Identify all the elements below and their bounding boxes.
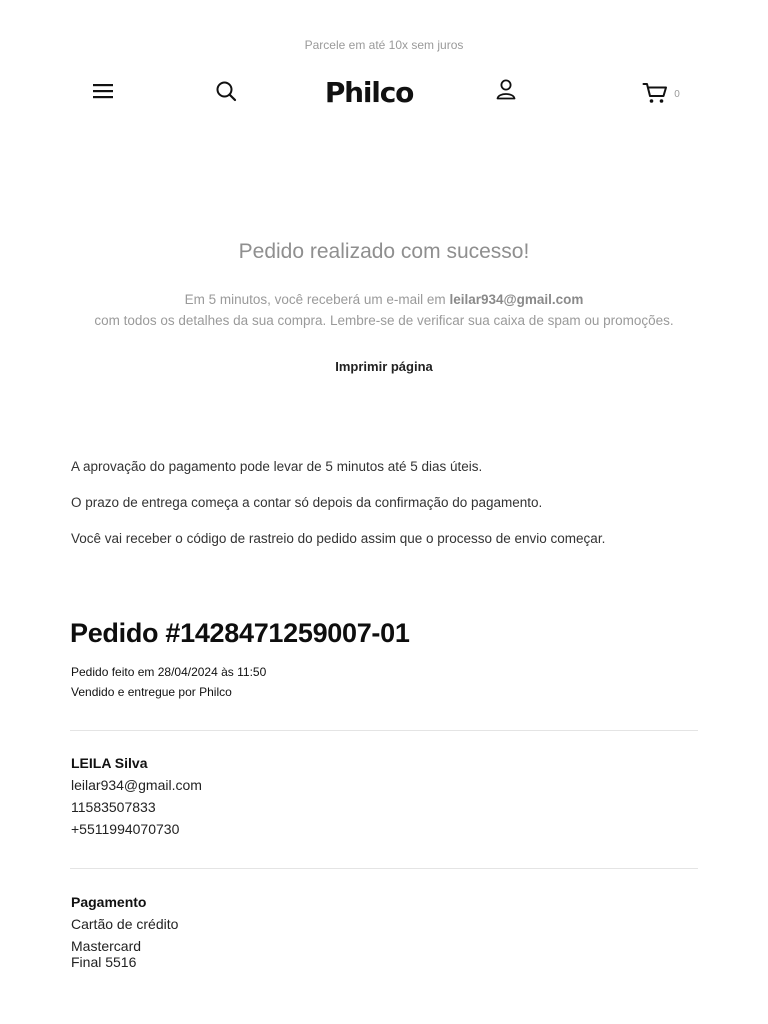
payment-method: Cartão de crédito <box>71 916 179 932</box>
user-icon <box>495 78 517 100</box>
card-final-digits: Final 5516 <box>71 954 137 970</box>
site-header <box>0 72 768 112</box>
card-brand: Mastercard <box>71 938 142 954</box>
success-title: Pedido realizado com sucesso! <box>238 240 530 263</box>
payment-title: Pagamento <box>71 894 147 910</box>
customer-name: LEILA Silva <box>71 755 148 771</box>
search-button[interactable] <box>211 76 241 106</box>
philco-logo[interactable]: Philco <box>324 75 414 109</box>
payment-approval-notice: A aprovação do pagamento pode levar de 5 minutos até 5 dias úteis. <box>71 459 483 474</box>
menu-button[interactable] <box>88 76 118 106</box>
hamburger-menu-icon <box>92 82 114 100</box>
tracking-code-notice: Você vai receber o código de rastreio do pedido assim que o processo de envio começar. <box>71 531 606 546</box>
shopping-cart-icon <box>642 81 668 105</box>
order-date: Pedido feito em 28/04/2024 às 11:50 <box>71 665 267 679</box>
cart-count-badge: 0 <box>674 88 680 100</box>
search-icon <box>215 80 237 102</box>
message-prefix: Em 5 minutos, você receberá um e-mail em <box>184 292 450 307</box>
divider <box>70 868 698 869</box>
print-page-link[interactable]: Imprimir página <box>335 359 433 374</box>
order-seller: Vendido e entregue por Philco <box>71 685 232 699</box>
message-suffix: com todos os detalhes da sua compra. Lembre-se de verificar sua caixa de spam ou promoções. <box>94 313 674 328</box>
customer-email: leilar934@gmail.com <box>71 777 202 793</box>
order-number-title: Pedido #1428471259007-01 <box>70 618 410 648</box>
success-message <box>0 289 768 331</box>
divider <box>70 730 698 731</box>
account-button[interactable] <box>491 74 521 104</box>
customer-phone: +5511994070730 <box>71 821 180 837</box>
promo-banner: Parcele em até 10x sem juros <box>304 38 464 52</box>
confirmation-email: leilar934@gmail.com <box>449 292 584 307</box>
delivery-time-notice: O prazo de entrega começa a contar só depois da confirmação do pagamento. <box>71 495 543 510</box>
customer-document: 11583507833 <box>71 799 156 815</box>
cart-button[interactable] <box>636 78 686 108</box>
